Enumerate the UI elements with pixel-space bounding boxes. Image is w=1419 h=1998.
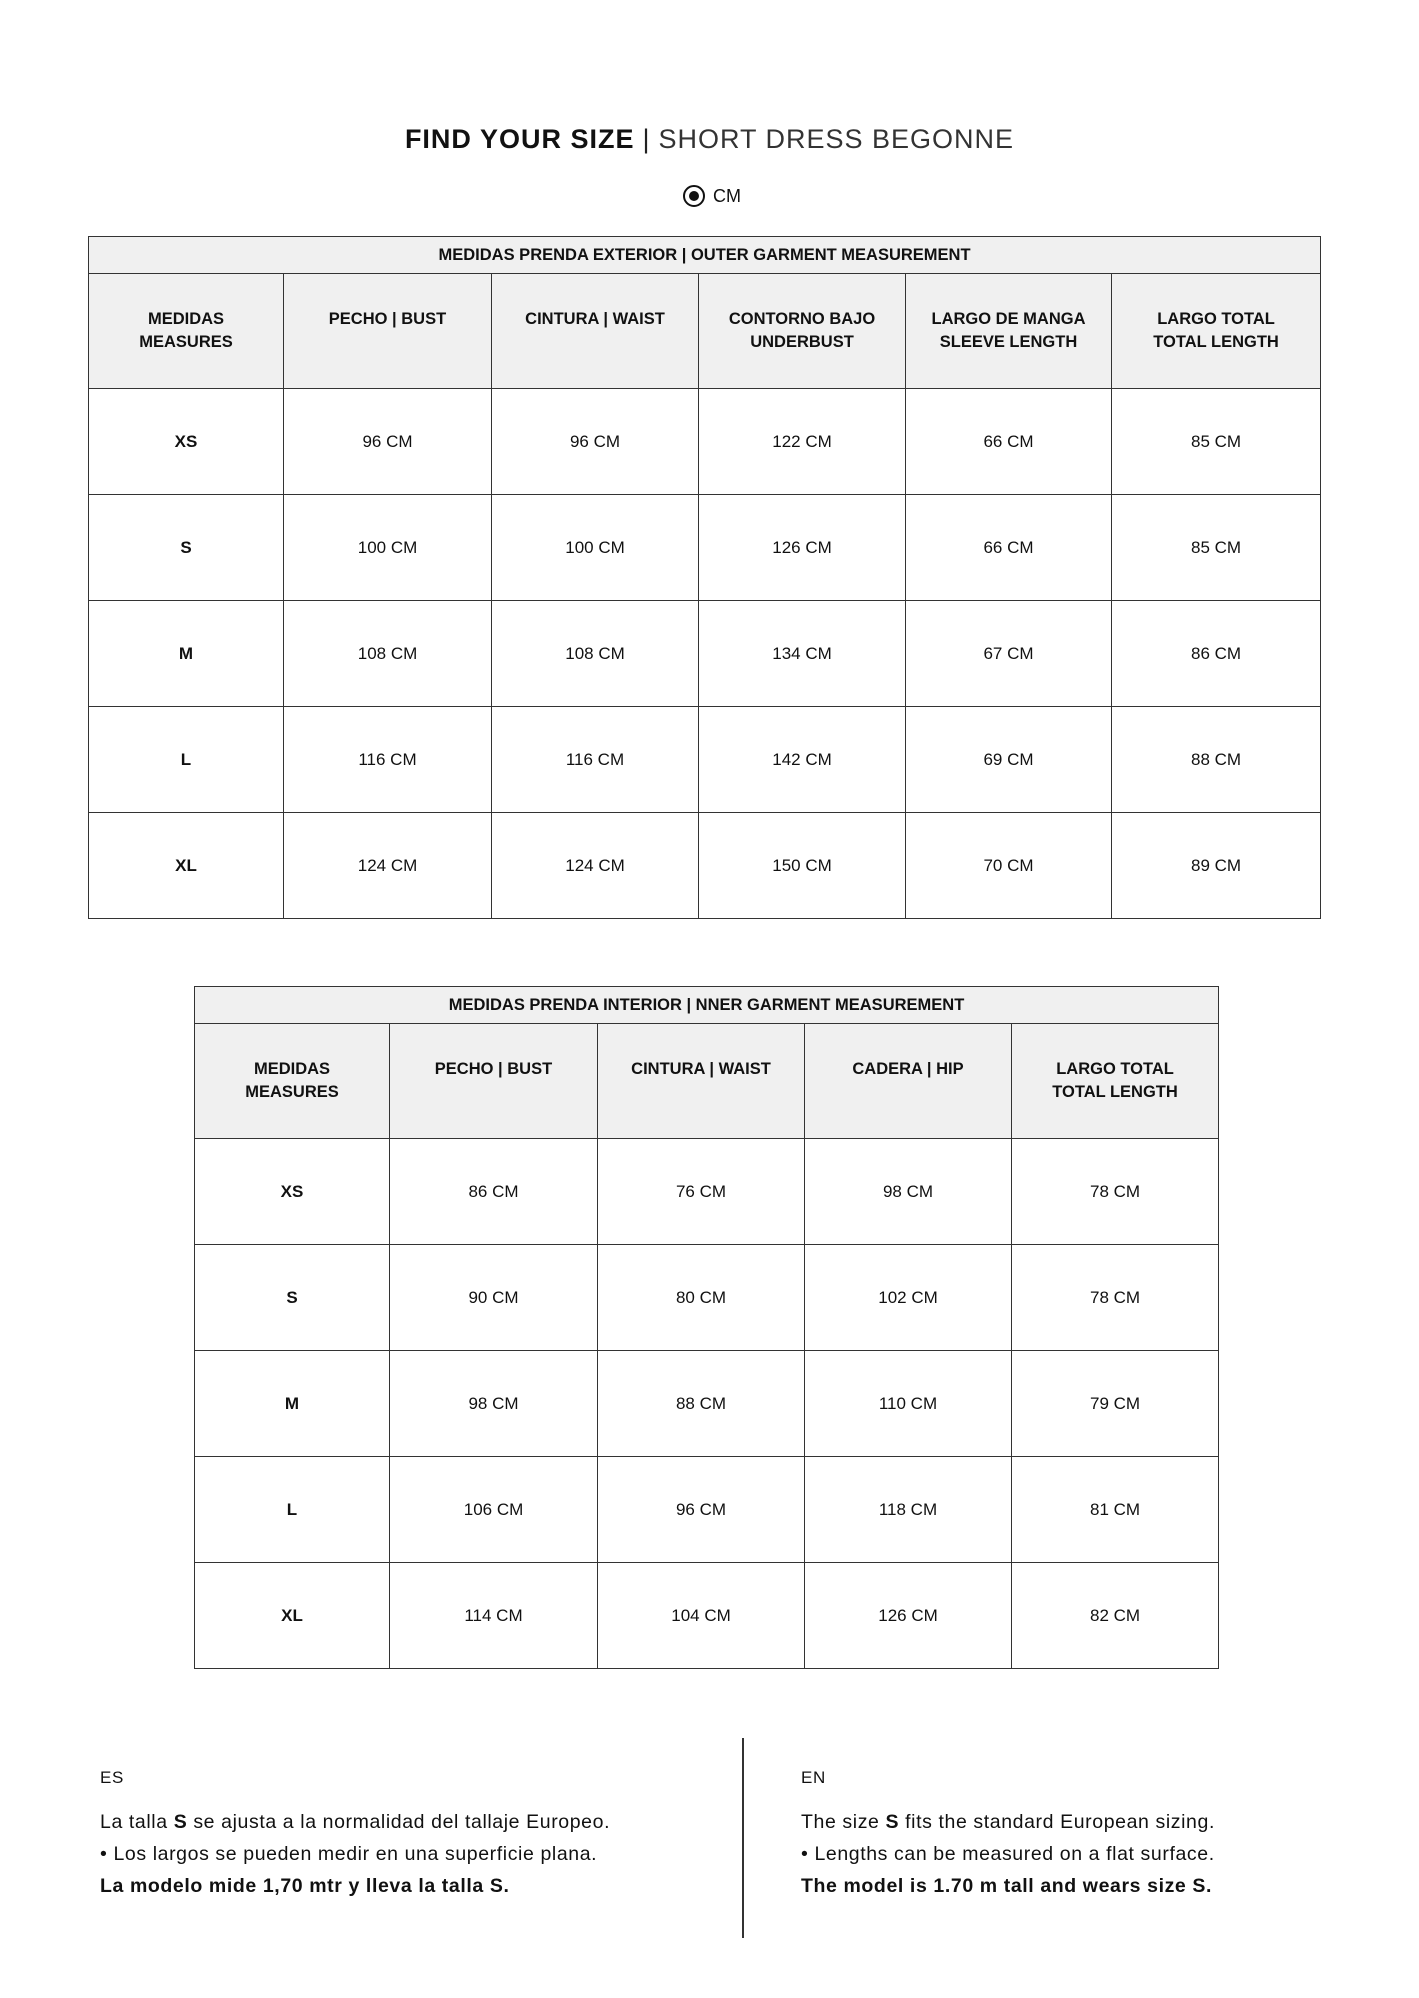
table-caption: MEDIDAS PRENDA EXTERIOR | OUTER GARMENT MEASUREMENT [89, 237, 1321, 274]
table-cell: 108 CM [284, 601, 492, 707]
table-cell: 78 CM [1012, 1139, 1219, 1245]
divider [742, 1738, 744, 1938]
title-bold: FIND YOUR SIZE [404, 124, 635, 154]
radio-selected-icon[interactable] [683, 185, 705, 207]
table-cell: 81 CM [1012, 1457, 1219, 1563]
size-cell: L [89, 707, 284, 813]
table-cell: 98 CM [390, 1351, 598, 1457]
table-cell: 66 CM [906, 389, 1112, 495]
size-notes [0, 1738, 1419, 1938]
table-cell: 126 CM [805, 1563, 1012, 1669]
language-label: EN [801, 1768, 826, 1787]
table-cell: 96 CM [598, 1457, 805, 1563]
notes-english [801, 1738, 1215, 1902]
size-cell: XS [195, 1139, 390, 1245]
notes-spanish [100, 1738, 610, 1902]
table-cell: 82 CM [1012, 1563, 1219, 1669]
inner-garment-table [194, 986, 1219, 1669]
table-cell: 100 CM [492, 495, 699, 601]
table-cell: 80 CM [598, 1245, 805, 1351]
table-header-row [89, 274, 1321, 389]
table-cell: 96 CM [492, 389, 699, 495]
unit-selector[interactable] [683, 185, 741, 207]
size-cell: S [195, 1245, 390, 1351]
table-row [195, 1351, 1219, 1457]
note-line-bold: La modelo mide 1,70 mtr y lleva la talla S. [100, 1875, 510, 1897]
header-bust: PECHO | BUST [390, 1024, 598, 1139]
size-cell: XL [89, 813, 284, 919]
size-cell: S [89, 495, 284, 601]
header-hip: CADERA | HIP [805, 1024, 1012, 1139]
table-cell: 118 CM [805, 1457, 1012, 1563]
table-cell: 76 CM [598, 1139, 805, 1245]
table-cell: 108 CM [492, 601, 699, 707]
size-cell: M [89, 601, 284, 707]
table-cell: 67 CM [906, 601, 1112, 707]
table-header-row [195, 1024, 1219, 1139]
size-cell: L [195, 1457, 390, 1563]
table-cell: 85 CM [1112, 389, 1321, 495]
table-cell: 89 CM [1112, 813, 1321, 919]
header-waist: CINTURA | WAIST [492, 274, 699, 389]
table-cell: 88 CM [1112, 707, 1321, 813]
size-cell: XS [89, 389, 284, 495]
table-caption: MEDIDAS PRENDA INTERIOR | NNER GARMENT MEASUREMENT [195, 987, 1219, 1024]
table-row [89, 601, 1321, 707]
table-row [195, 1457, 1219, 1563]
header-underbust: CONTORNO BAJO UNDERBUST [699, 274, 906, 389]
header-bust: PECHO | BUST [284, 274, 492, 389]
header-measures: MEDIDAS MEASURES [89, 274, 284, 389]
table-row [89, 389, 1321, 495]
table-cell: 78 CM [1012, 1245, 1219, 1351]
table-cell: 116 CM [492, 707, 699, 813]
table-cell: 104 CM [598, 1563, 805, 1669]
table-cell: 114 CM [390, 1563, 598, 1669]
table-cell: 150 CM [699, 813, 906, 919]
table-cell: 96 CM [284, 389, 492, 495]
size-cell: XL [195, 1563, 390, 1669]
table-cell: 124 CM [492, 813, 699, 919]
table-row [195, 1563, 1219, 1669]
header-sleeve-length: LARGO DE MANGA SLEEVE LENGTH [906, 274, 1112, 389]
table-cell: 90 CM [390, 1245, 598, 1351]
note-line: The size S fits the standard European sizing. [801, 1811, 1215, 1833]
table-row [195, 1139, 1219, 1245]
title-separator: | [642, 124, 651, 154]
table-row [89, 707, 1321, 813]
unit-label: CM [713, 185, 741, 206]
table-cell: 106 CM [390, 1457, 598, 1563]
table-cell: 86 CM [1112, 601, 1321, 707]
header-total-length: LARGO TOTAL TOTAL LENGTH [1112, 274, 1321, 389]
note-line: • Lengths can be measured on a flat surface. [801, 1843, 1215, 1865]
header-total-length: LARGO TOTAL TOTAL LENGTH [1012, 1024, 1219, 1139]
table-cell: 98 CM [805, 1139, 1012, 1245]
language-label: ES [100, 1768, 124, 1787]
table-row [89, 495, 1321, 601]
table-cell: 86 CM [390, 1139, 598, 1245]
table-cell: 66 CM [906, 495, 1112, 601]
table-cell: 142 CM [699, 707, 906, 813]
table-cell: 110 CM [805, 1351, 1012, 1457]
note-line: La talla S se ajusta a la normalidad del tallaje Europeo. [100, 1811, 611, 1833]
table-cell: 69 CM [906, 707, 1112, 813]
table-cell: 124 CM [284, 813, 492, 919]
table-cell: 122 CM [699, 389, 906, 495]
table-cell: 116 CM [284, 707, 492, 813]
table-cell: 134 CM [699, 601, 906, 707]
table-cell: 88 CM [598, 1351, 805, 1457]
table-cell: 79 CM [1012, 1351, 1219, 1457]
outer-garment-table [88, 236, 1321, 919]
table-cell: 70 CM [906, 813, 1112, 919]
table-row [89, 813, 1321, 919]
header-measures: MEDIDAS MEASURES [195, 1024, 390, 1139]
note-line: • Los largos se pueden medir en una superficie plana. [100, 1843, 598, 1865]
table-cell: 100 CM [284, 495, 492, 601]
table-cell: 126 CM [699, 495, 906, 601]
size-cell: M [195, 1351, 390, 1457]
table-row [195, 1245, 1219, 1351]
table-cell: 85 CM [1112, 495, 1321, 601]
page-title [0, 124, 1419, 155]
title-product: SHORT DRESS BEGONNE [658, 124, 1015, 154]
table-cell: 102 CM [805, 1245, 1012, 1351]
note-line-bold: The model is 1.70 m tall and wears size S. [801, 1875, 1213, 1897]
header-waist: CINTURA | WAIST [598, 1024, 805, 1139]
